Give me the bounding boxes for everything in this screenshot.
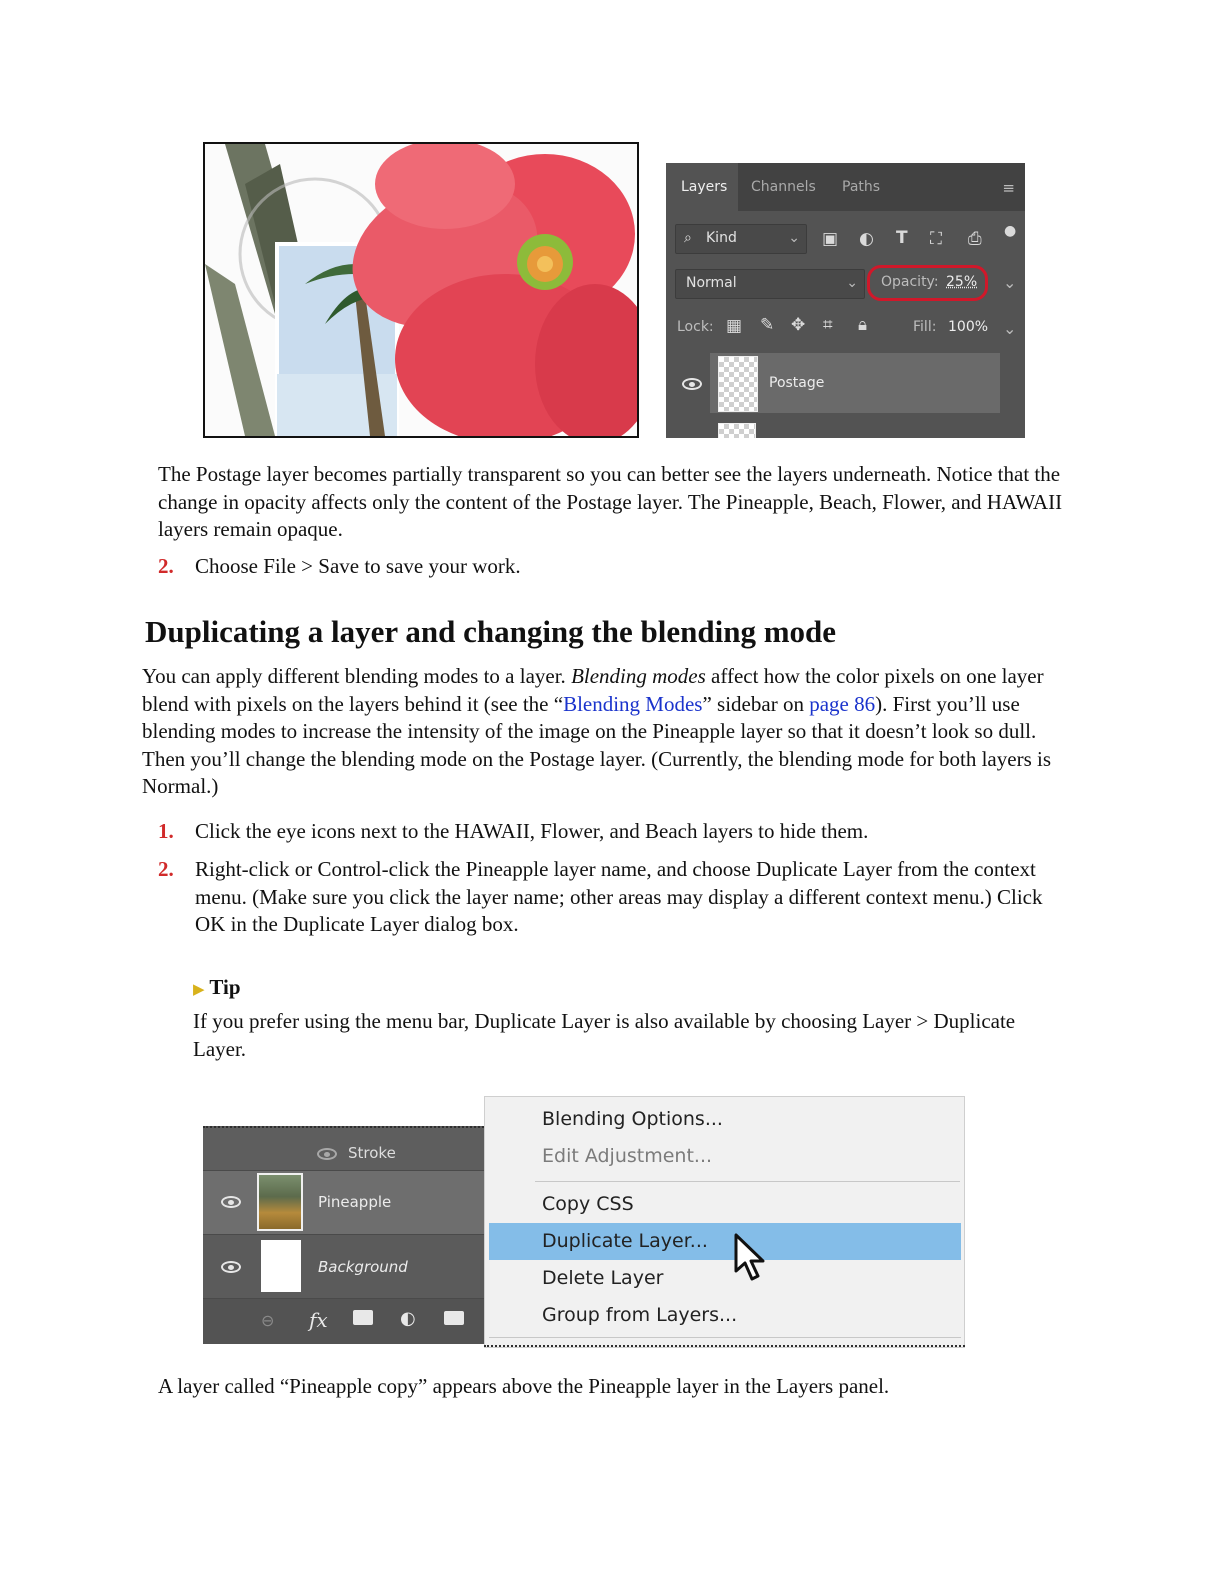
lock-position-icon[interactable]: ✥ bbox=[791, 315, 806, 335]
layer-row-postage[interactable] bbox=[710, 353, 1000, 413]
postage-composite-image bbox=[203, 142, 639, 438]
fill-chevron-icon[interactable]: ⌄ bbox=[1003, 319, 1017, 338]
layer-row-pineapple[interactable] bbox=[203, 1171, 484, 1235]
chevron-down-icon: ⌄ bbox=[788, 230, 800, 246]
fill-label: Fill: bbox=[913, 319, 937, 335]
adjustment-layer-icon[interactable]: ◐ bbox=[400, 1308, 416, 1329]
step-text: Click the eye icons next to the HAWAII, Flower, and Beach layers to hide them. bbox=[195, 819, 869, 843]
opacity-value[interactable]: 25% bbox=[946, 274, 978, 290]
chevron-down-icon: ⌄ bbox=[846, 275, 858, 291]
lock-transparent-pixels-icon[interactable]: ▦ bbox=[726, 316, 743, 336]
eye-icon[interactable] bbox=[682, 378, 702, 390]
mouse-pointer-icon bbox=[733, 1233, 767, 1283]
tip-text: If you prefer using the menu bar, Duplicate Layer is also available by choosing Layer > Duplicate Layer. bbox=[193, 1009, 1016, 1061]
layer-row-background[interactable] bbox=[203, 1235, 484, 1299]
step-text: Right-click or Control-click the Pineapple layer name, and choose Duplicate Layer from the context menu. (Make sure you click the layer name; other areas may display a different context menu.) Click OK in the Duplicate Layer dialog box. bbox=[195, 857, 1043, 936]
step-duplicate-layer bbox=[158, 856, 1063, 939]
menu-item-blending-options[interactable]: Blending Options... bbox=[542, 1108, 723, 1130]
lock-all-icon[interactable]: 🔒︎ bbox=[858, 315, 868, 335]
section-heading bbox=[145, 614, 1075, 650]
flower-illustration bbox=[205, 144, 637, 436]
lock-image-pixels-icon[interactable]: ✎ bbox=[760, 315, 775, 335]
tip-heading bbox=[193, 973, 1053, 1004]
layer-name[interactable]: Background bbox=[318, 1258, 408, 1276]
pixel-filter-icon[interactable]: ▣ bbox=[822, 229, 839, 249]
menu-item-edit-adjustment: Edit Adjustment... bbox=[542, 1145, 713, 1167]
layers-footer-toolbar bbox=[203, 1299, 484, 1344]
menu-separator bbox=[489, 1337, 961, 1338]
step-hide-layers bbox=[158, 818, 1063, 846]
step-number: 1. bbox=[158, 819, 174, 843]
eye-icon[interactable] bbox=[221, 1196, 241, 1208]
blend-mode-dropdown[interactable] bbox=[675, 269, 865, 299]
background-thumbnail bbox=[261, 1240, 301, 1292]
effect-eye-icon[interactable] bbox=[317, 1148, 337, 1160]
panel-menu-icon[interactable]: ≡ bbox=[1002, 179, 1015, 197]
layer-thumbnail bbox=[718, 356, 758, 412]
layer-name[interactable]: Postage bbox=[769, 375, 825, 391]
panel-tab-bar bbox=[666, 163, 1025, 211]
lock-artboard-icon[interactable]: ⌗ bbox=[823, 315, 833, 335]
fill-value[interactable]: 100% bbox=[948, 319, 989, 335]
context-menu bbox=[484, 1096, 965, 1348]
tip-arrow-icon: ▶ bbox=[193, 982, 205, 998]
step-text: Choose File > Save to save your work. bbox=[195, 554, 521, 578]
term-blending-modes: Blending modes bbox=[571, 664, 706, 688]
menu-item-duplicate-layer[interactable]: Duplicate Layer... bbox=[542, 1230, 708, 1252]
shape-filter-icon[interactable]: ⛶ bbox=[930, 229, 942, 249]
heading-text: Duplicating a layer and changing the blending mode bbox=[145, 614, 837, 649]
layers-panel-pineapple bbox=[203, 1126, 484, 1344]
folder-icon[interactable] bbox=[444, 1311, 464, 1325]
menu-item-copy-css[interactable]: Copy CSS bbox=[542, 1193, 634, 1215]
smart-object-filter-icon[interactable]: ⎙ bbox=[968, 229, 982, 249]
step-number: 2. bbox=[158, 857, 174, 881]
lock-label: Lock: bbox=[677, 319, 714, 335]
fx-icon[interactable]: fx bbox=[309, 1308, 328, 1332]
tip-label: Tip bbox=[209, 975, 241, 999]
opacity-chevron-icon[interactable]: ⌄ bbox=[1003, 273, 1017, 292]
search-icon: ⌕ bbox=[684, 230, 692, 246]
link-layers-icon[interactable]: ⊖ bbox=[261, 1311, 275, 1330]
mask-icon[interactable] bbox=[353, 1310, 373, 1325]
effect-name: Stroke bbox=[348, 1144, 396, 1162]
link-page-86[interactable]: page 86 bbox=[809, 691, 876, 716]
paragraph-result: A layer called “Pineapple copy” appears above the Pineapple layer in the Layers panel. bbox=[158, 1374, 890, 1398]
type-filter-icon[interactable]: T bbox=[896, 228, 908, 248]
kind-label: Kind bbox=[706, 230, 737, 246]
step-number: 2. bbox=[158, 554, 174, 578]
tab-paths[interactable]: Paths bbox=[842, 179, 881, 195]
link-blending-modes[interactable]: Blending Modes bbox=[563, 691, 703, 716]
menu-item-group-from-layers[interactable]: Group from Layers... bbox=[542, 1304, 738, 1326]
menu-item-delete-layer[interactable]: Delete Layer bbox=[542, 1267, 664, 1289]
opacity-highlight bbox=[867, 265, 988, 301]
effect-row-stroke[interactable] bbox=[203, 1128, 484, 1171]
opacity-label: Opacity: bbox=[881, 274, 939, 290]
layers-panel bbox=[666, 163, 1025, 438]
blend-mode-value: Normal bbox=[686, 275, 737, 291]
paragraph-opacity-result: The Postage layer becomes partially transparent so you can better see the layers underneath. Notice that the change in opacity affects only the content of the Postage layer. The Pineapple, Beach, Flower, and HAWAII layers remain opaque. bbox=[158, 462, 1063, 541]
next-layer-thumbnail bbox=[718, 423, 756, 438]
eye-icon[interactable] bbox=[221, 1261, 241, 1273]
layer-name[interactable]: Pineapple bbox=[318, 1193, 392, 1211]
step-save bbox=[158, 553, 1063, 581]
tab-layers[interactable]: Layers bbox=[681, 179, 728, 195]
pineapple-thumbnail bbox=[257, 1173, 303, 1231]
intro-paragraph: You can apply different blending modes to a layer. Blending modes affect how the color pixels on one layer blend with pixels on the layers behind it (see the “Blending Modes” sidebar on page 86). First you’ll use blending modes to increase the intensity of the image on the Pineapple layer so that it doesn’t look so dull. Then you’ll change the blending mode on the Postage layer. (Currently, the blending mode for both layers is Normal.) bbox=[142, 664, 1051, 798]
adjustment-filter-icon[interactable]: ◐ bbox=[859, 229, 874, 249]
menu-separator bbox=[535, 1181, 960, 1182]
tab-channels[interactable]: Channels bbox=[751, 179, 816, 195]
filter-toggle-icon[interactable]: ● bbox=[1004, 223, 1017, 239]
tip-box bbox=[193, 973, 1053, 1063]
filter-kind-dropdown[interactable] bbox=[675, 224, 807, 254]
